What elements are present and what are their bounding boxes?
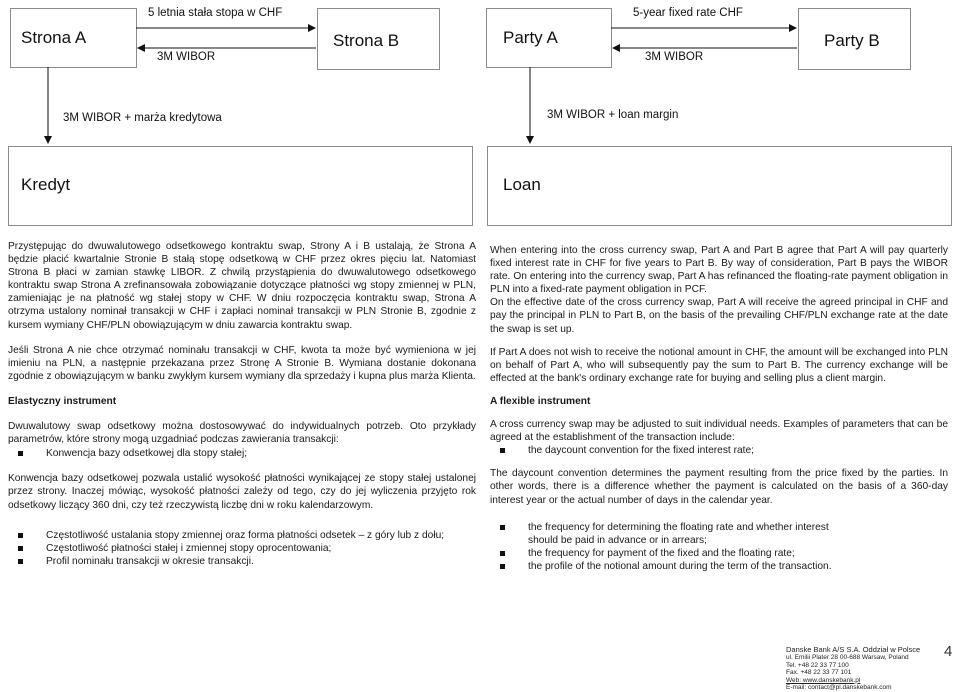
- polish-heading: Elastyczny instrument: [8, 395, 117, 407]
- footer-tel: Tel. +48 22 33 77 100: [786, 661, 849, 669]
- footer-company: Danske Bank A/S S.A. Oddział w Polsce: [786, 645, 921, 654]
- footer-email[interactable]: E-mail: contact@pl.danskebank.com: [786, 684, 892, 692]
- page-number: 4: [944, 643, 953, 660]
- bullet-icon: [18, 559, 23, 564]
- polish-bullet-2: Częstotliwość ustalania stopy zmiennej oraz forma płatności odsetek – z góry lub z dołu;: [46, 529, 445, 541]
- english-column: [490, 244, 948, 573]
- english-bullet-1: the daycount convention for the fixed interest rate;: [528, 445, 754, 457]
- bullet-icon: [18, 451, 23, 456]
- left-flow-bottom-label: 3M WIBOR: [157, 51, 216, 63]
- box-strona-a-label: Strona A: [21, 28, 87, 47]
- bullet-icon: [500, 564, 505, 569]
- list-item: [8, 542, 476, 555]
- polish-paragraph-4: Konwencja bazy odsetkowej pozwala ustalić wysokość płatności wynikającej ze stopy stałej ustalonej przez strony. Inaczej mówiąc, wysokość płatności zależy od tego, czy do jej wyliczenia przyjęto rok odsetkowy liczący 360 dni, czy też rzeczywistą liczbę dni w roku kalendarzowym.: [8, 473, 476, 511]
- list-item: [8, 529, 476, 542]
- polish-bullet-3: Częstotliwość płatności stałej i zmiennej stopy oprocentowania;: [46, 542, 332, 554]
- box-kredyt-label: Kredyt: [21, 175, 71, 194]
- footer-street: ul. Emilii Plater 28 00-688 Warsaw, Poland: [786, 654, 909, 661]
- bullet-icon: [500, 551, 505, 556]
- english-bullet-2-cont: should be paid in advance or in arrears;: [528, 534, 707, 546]
- right-flow-top-label: 5-year fixed rate CHF: [633, 7, 743, 19]
- right-flow-down-label: 3M WIBOR + loan margin: [547, 109, 679, 121]
- english-paragraph-1b: On the effective date of the cross currency swap, Part A will receive the agreed principal in CHF and pay the principal in PLN to Part B, on the basis of the prevailing CHF/PLN exchange rate at the date the swap is set up.: [490, 297, 948, 335]
- footer-web-link[interactable]: Web: www.danskebank.pl: [786, 676, 861, 684]
- box-party-b-label: Party B: [824, 31, 880, 50]
- bullet-icon: [18, 546, 23, 551]
- english-paragraph-4: The daycount convention determines the payment resulting from the price fixed by the parties. In other words, there is a difference whether the payment is calculated on the basis of a 360-day interest year or the actual number of days in the calendar year.: [490, 468, 948, 506]
- polish-paragraph-1: Przystępując do dwuwalutowego odsetkowego kontraktu swap, Strony A i B ustalają, że Strona A będzie płacić kwartalnie Stronie B stałą stopę odsetkową w CHF przez okres pięciu lat. Natomiast Strona B płaci w zamian stawkę LIBOR. Z chwilą przystąpienia do dwuwalutowego odsetkowego kontraktu swap Strona A zrefinansowała zobowiązanie dotyczące płatności wg stopy zmiennej w PLN, zamieniając je na płatność wg stałej stopy w CHF. W dniu rozpoczęcia kontraktu swap, Strona A otrzyma ustalony nominał transakcji w CHF i zapłaci nominał transakcji w PLN Stronie B, zgodnie z kursem wymiany CHF/PLN obowiązującym w dniu zawarcia kontraktu swap.: [8, 241, 476, 331]
- left-flow-down-label: 3M WIBOR + marża kredytowa: [63, 112, 222, 124]
- bullet-icon: [18, 533, 23, 538]
- left-flow-top-label: 5 letnia stała stopa w CHF: [148, 7, 283, 19]
- footer-address: [786, 645, 936, 692]
- list-item: [490, 560, 948, 573]
- list-item: [490, 534, 948, 547]
- polish-column: [8, 240, 476, 568]
- english-bullet-2: the frequency for determining the floating rate and whether interest: [528, 521, 829, 533]
- bullet-icon: [500, 448, 505, 453]
- english-bullet-3: the frequency for payment of the fixed and the floating rate;: [528, 547, 795, 559]
- list-item: [490, 444, 948, 457]
- box-strona-b-label: Strona B: [333, 31, 400, 50]
- polish-bullet-list-2: [8, 529, 476, 568]
- box-party-a-label: Party A: [503, 28, 558, 47]
- english-bullet-list-2: [490, 521, 948, 573]
- bullet-icon: [500, 525, 505, 530]
- footer-fax: Fax. +48 22 33 77 101: [786, 669, 852, 677]
- list-item: [8, 555, 476, 568]
- list-item: [490, 547, 948, 560]
- list-item: [8, 447, 476, 460]
- polish-paragraph-2: Jeśli Strona A nie chce otrzymać nominału transakcji w CHF, kwota ta może być wymieniona w jej imieniu na PLN, a następnie przekazana przez Stronę A Stronie B. Wymiana dostanie dokonana zgodnie z obowiązującym w banku zwykłym kursem wymiany dla sprzedaży i kupna plus marża Klienta.: [8, 344, 476, 382]
- polish-paragraph-3: Dwuwalutowy swap odsetkowy można dostosowywać do indywidualnych potrzeb. Oto przykłady parametrów, które strony mogą uzgadniać podczas zawierania transakcji:: [8, 421, 476, 446]
- polish-bullet-1: Konwencja bazy odsetkowej dla stopy stałej;: [46, 448, 248, 460]
- list-item: [490, 521, 948, 534]
- english-bullet-4: the profile of the notional amount during the term of the transaction.: [528, 560, 832, 572]
- polish-bullet-list-1: [8, 447, 476, 460]
- english-paragraph-3: A cross currency swap may be adjusted to suit individual needs. Examples of parameters that can be agreed at the establishment of the transaction include:: [490, 419, 948, 444]
- box-loan-label: Loan: [503, 175, 541, 194]
- english-bullet-list-1: [490, 444, 948, 457]
- english-heading: A flexible instrument: [490, 395, 591, 407]
- english-paragraph-1: When entering into the cross currency swap, Part A and Part B agree that Part A will pay quarterly fixed interest rate in CHF for five years to Part B. By way of consideration, Part B pays the WIBOR rate. On entering into the currency swap, Part A has refinanced the floating-rate payment obligation in PLN into a fixed-rate payment obligation in PCF.: [490, 245, 948, 296]
- polish-bullet-4: Profil nominału transakcji w okresie transakcji.: [46, 555, 254, 567]
- right-flow-bottom-label: 3M WIBOR: [645, 51, 704, 63]
- english-paragraph-2: If Part A does not wish to receive the notional amount in CHF, the amount will be exchanged into PLN on behalf of Part A, who will subsequently pay the sum to Part B. The currency exchange will be effected at the bank's ordinary exchange rate for buying and selling plus a client margin.: [490, 346, 948, 384]
